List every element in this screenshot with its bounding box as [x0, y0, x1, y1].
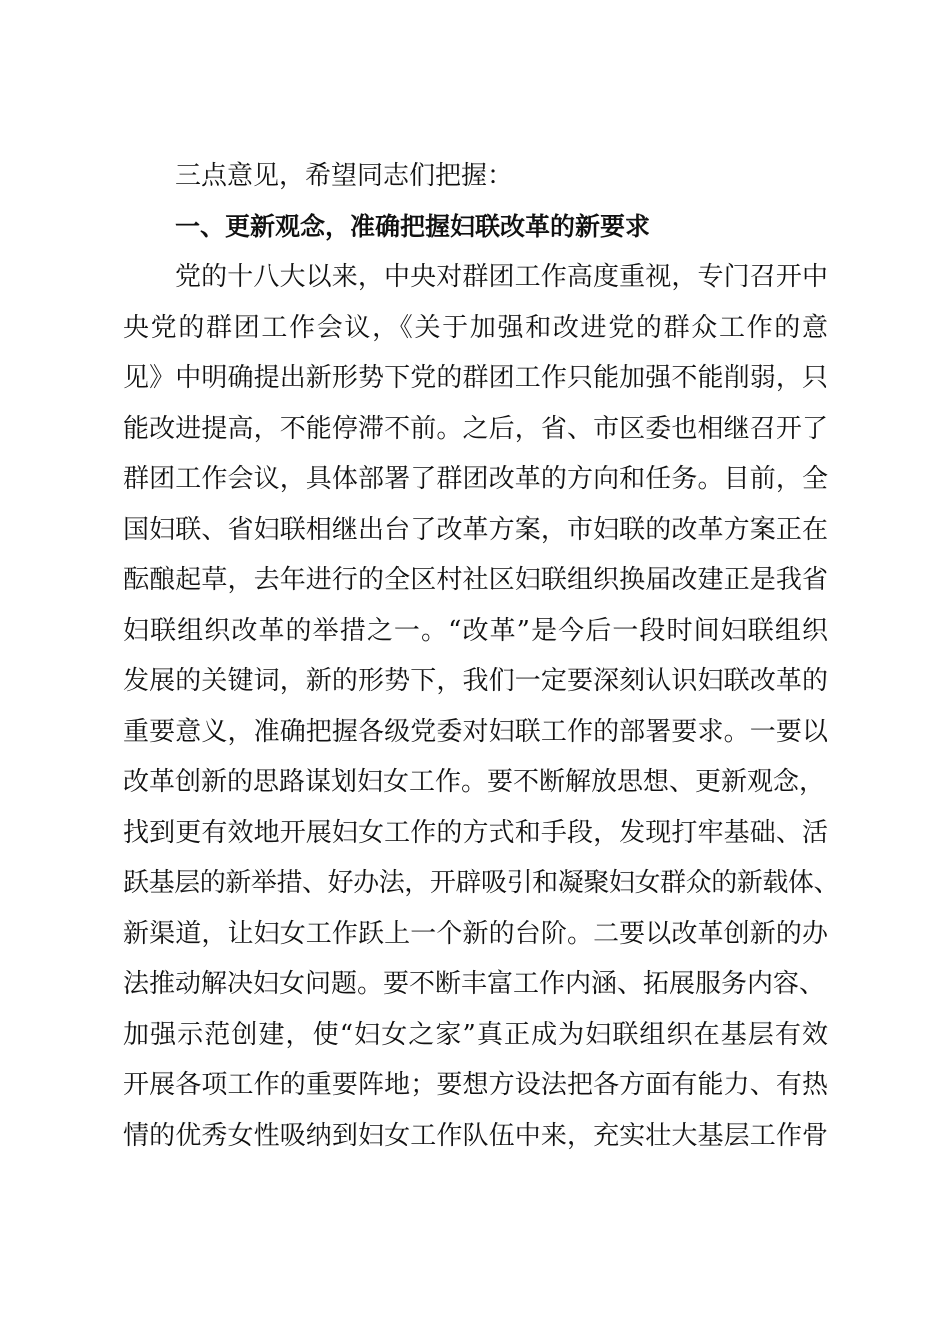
- paragraph-line: 加强示范创建，使“妇女之家”真正成为妇联组织在基层有效: [123, 1019, 828, 1050]
- paragraph-line: 开展各项工作的重要阵地；要想方设法把各方面有能力、有热: [123, 1070, 828, 1100]
- intro-line: 三点意见，希望同志们把握：: [175, 161, 514, 191]
- paragraph-line: 发展的关键词，新的形势下，我们一定要深刻认识妇联改革的: [123, 666, 828, 696]
- document-body: [123, 151, 839, 1161]
- paragraph-line: 群团工作会议，具体部署了群团改革的方向和任务。目前，全: [123, 464, 828, 494]
- paragraph-line: 酝酿起草，去年进行的全区村社区妇联组织换届改建正是我省: [123, 565, 828, 595]
- section-heading: 一、更新观念，准确把握妇联改革的新要求: [175, 211, 651, 241]
- paragraph-line: 找到更有效地开展妇女工作的方式和手段，发现打牢基础、活: [123, 817, 828, 848]
- paragraph-line: 见》中明确提出新形势下党的群团工作只能加强不能削弱，只: [123, 363, 828, 393]
- paragraph-line: 国妇联、省妇联相继出台了改革方案，市妇联的改革方案正在: [123, 514, 828, 545]
- paragraph-line: 情的优秀女性吸纳到妇女工作队伍中来，充实壮大基层工作骨: [123, 1120, 828, 1151]
- paragraph-line: 央党的群团工作会议，《关于加强和改进党的群众工作的意: [123, 312, 828, 343]
- paragraph-line: 新渠道，让妇女工作跃上一个新的台阶。二要以改革创新的办: [123, 918, 828, 949]
- paragraph-line: 改革创新的思路谋划妇女工作。要不断解放思想、更新观念，: [123, 767, 826, 797]
- paragraph-line: 妇联组织改革的举措之一。“改革”是今后一段时间妇联组织: [123, 615, 828, 646]
- paragraph-line: 重要意义，准确把握各级党委对妇联工作的部署要求。一要以: [123, 716, 828, 747]
- paragraph-line: 能改进提高，不能停滞不前。之后，省、市区委也相继召开了: [123, 413, 828, 444]
- paragraph-line: 党的十八大以来，中央对群团工作高度重视，专门召开中: [175, 262, 828, 292]
- paragraph-line: 跃基层的新举措、好办法，开辟吸引和凝聚妇女群众的新载体、: [123, 868, 839, 898]
- paragraph-line: 法推动解决妇女问题。要不断丰富工作内涵、拓展服务内容、: [123, 969, 826, 999]
